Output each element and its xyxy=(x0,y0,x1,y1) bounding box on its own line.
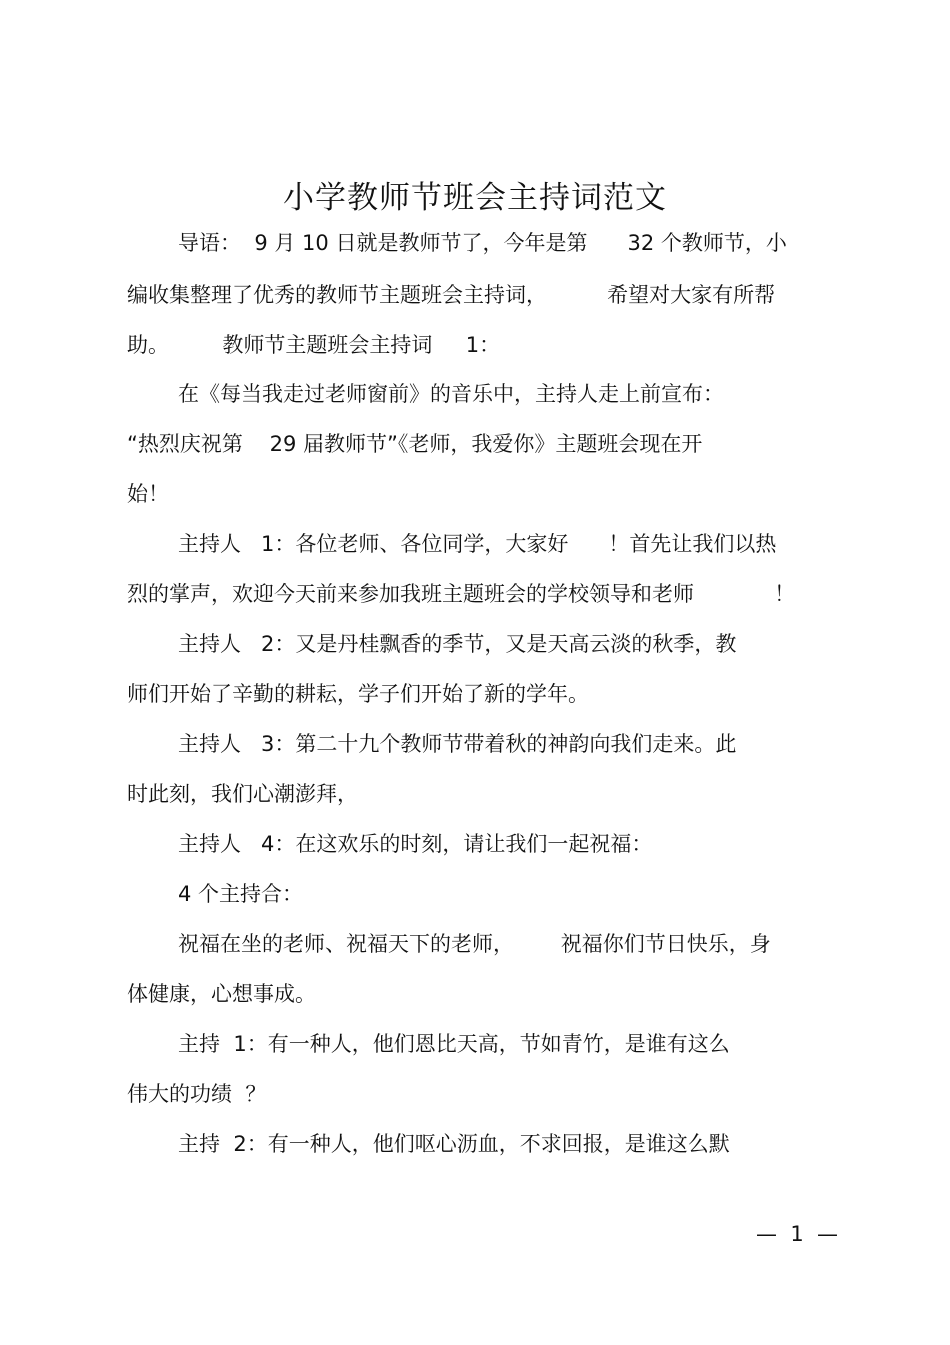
paragraph-line: 烈的掌声，欢迎今天前来参加我班主题班会的学校领导和老师 ！ xyxy=(127,582,796,606)
paragraph-line: 主持 1：有一种人，他们恩比天高，节如青竹，是谁有这么 xyxy=(178,1032,730,1056)
paragraph-line: 伟大的功绩 ？ xyxy=(127,1082,267,1106)
paragraph-line: 助。 教师节主题班会主持词 1： xyxy=(127,333,501,357)
paragraph-line: 始！ xyxy=(127,482,169,506)
paragraph-line: 编收集整理了优秀的教师节主题班会主持词， 希望对大家有所帮 xyxy=(127,283,776,307)
paragraph-line: 主持人 4：在这欢乐的时刻，请让我们一起祝福： xyxy=(178,832,653,856)
page-number: — 1 — xyxy=(756,1222,839,1246)
paragraph-line: “热烈庆祝第 29 届教师节”《老师，我爱你》主题班会现在开 xyxy=(127,432,703,456)
paragraph-line: 主持人 1：各位老师、各位同学，大家好 ！首先让我们以热 xyxy=(178,532,777,556)
document-title: 小学教师节班会主持词范文 xyxy=(283,180,667,216)
paragraph-line: 在《每当我走过老师窗前》的音乐中，主持人走上前宣布： xyxy=(178,382,724,406)
paragraph-line: 主持人 2：又是丹桂飘香的季节，又是天高云淡的秋季，教 xyxy=(178,632,737,656)
paragraph-line: 4 个主持合： xyxy=(178,882,304,906)
paragraph-line: 师们开始了辛勤的耕耘，学子们开始了新的学年。 xyxy=(127,682,589,706)
paragraph-line: 体健康，心想事成。 xyxy=(127,982,316,1006)
paragraph-line: 主持人 3：第二十九个教师节带着秋的神韵向我们走来。此 xyxy=(178,732,737,756)
paragraph-line: 时此刻，我们心潮澎拜， xyxy=(127,782,358,806)
paragraph-line: 导语： 9 月 10 日就是教师节了，今年是第 32 个教师节，小 xyxy=(178,231,787,255)
paragraph-line: 祝福在坐的老师、祝福天下的老师， 祝福你们节日快乐，身 xyxy=(178,932,771,956)
paragraph-line: 主持 2：有一种人，他们呕心沥血，不求回报，是谁这么默 xyxy=(178,1132,730,1156)
